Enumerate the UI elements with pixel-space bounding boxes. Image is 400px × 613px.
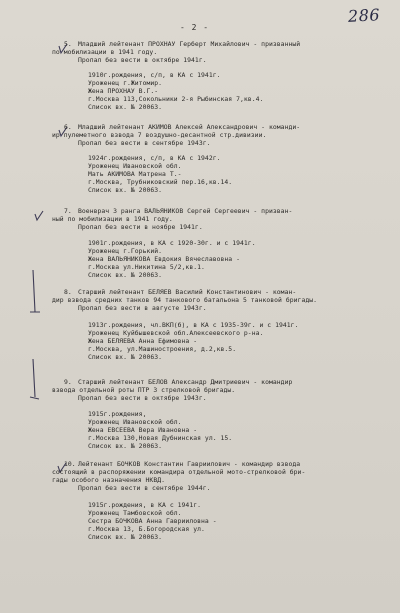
entry-line: Младший лейтенант АКИМОВ Алексей Александрович - команди-: [78, 123, 301, 131]
entry-detail: 1910г.рождения, с/п, в КА с 1941г.: [88, 71, 221, 79]
entry-line: состоящий в распоряжении командира отдельной мото-стрелковой бри-: [52, 468, 306, 476]
entry-detail: Жена ВАЛЬЯНИКОВА Евдокия Вячеславовна -: [88, 255, 241, 263]
entry-detail: Жена ЕВСЕЕВА Вера Ивановна -: [88, 426, 198, 434]
entry-line: Пропал без вести в ноябре 1941г.: [78, 223, 203, 231]
entry-line: гады особого назначения НКВД.: [52, 476, 166, 484]
entry-detail: Уроженец Тамбовской обл.: [88, 509, 182, 517]
entry-detail: г.Москва 113,Сокольники 2-я Рыбинская 7,кв.4.: [88, 95, 264, 103]
entry-detail: г.Москва 13, Б.Богородская ул.: [88, 525, 205, 533]
entry-line: Пропал без вести в сентябре 1943г.: [78, 139, 211, 147]
archive-number: 286: [347, 5, 381, 26]
entry-line: Пропал без вести в октябре 1943г.: [78, 394, 207, 402]
entry-detail: г.Москва, ул.Машиностроения, д.2,кв.5.: [88, 345, 237, 353]
entry-line: Пропал без вести в октябре 1941г.: [78, 56, 207, 64]
entry-detail: Уроженец г.Горький.: [88, 247, 163, 255]
entry-detail: г.Москва, Трубниковский пер.16,кв.14.: [88, 178, 233, 186]
entry-detail: 1915г.рождения,: [88, 410, 147, 418]
entry-line: ный по мобилизации в 1941 году.: [52, 215, 173, 223]
entry-detail: Жена БЕЛЯЕВА Анна Ефимовна -: [88, 337, 198, 345]
entry-detail: Список вх. № 20063.: [88, 442, 163, 450]
entry-detail: Уроженец г.Житомир.: [88, 79, 163, 87]
entry-detail: Сестра БОЧКОВА Анна Гаврииловна -: [88, 517, 217, 525]
entry-line: Военврач 3 ранга ВАЛЬЯНИКОВ Сергей Сергеевич - призван-: [78, 207, 293, 215]
entry-number: 6.: [64, 123, 72, 131]
entry-detail: Уроженец Ивановской обл.: [88, 162, 182, 170]
entry-detail: Список вх. № 20063.: [88, 533, 163, 541]
entry-detail: Мать АКИМОВА Матрена Т.-: [88, 170, 182, 178]
entry-line: Старший лейтенант БЕЛОВ Александр Дмитриевич - командир: [78, 378, 293, 386]
entry-detail: Список вх. № 20063.: [88, 186, 163, 194]
entry-detail: 1915г.рождения, в КА с 1941г.: [88, 501, 202, 509]
page-number: - 2 -: [180, 23, 210, 32]
handwritten-tick-icon: [34, 207, 44, 219]
entry-detail: Уроженец Куйбышевской обл.Алексеевского р-на.: [88, 329, 264, 337]
entry-line: по мобилизации в 1941 году.: [52, 48, 158, 56]
entry-detail: Список вх. № 20063.: [88, 353, 163, 361]
entry-detail: Жена ПРОХНАУ В.Г.-: [88, 87, 159, 95]
entry-line: Старший лейтенант БЕЛЯЕВ Василий Константинович - коман-: [78, 288, 297, 296]
entry-detail: 1924г.рождения, с/п, в КА с 1942г.: [88, 154, 221, 162]
entry-line: Младший лейтенант ПРОХНАУ Герберт Михайлович - призванный: [78, 40, 301, 48]
entry-line: взвода отдельной роты ПТР 3 стрелковой бригады.: [52, 386, 236, 394]
entry-detail: г.Москва ул.Никитина 5/2,кв.1.: [88, 263, 205, 271]
entry-detail: 1913г.рождения, чл.ВКП(б), в КА с 1935-39г. и с 1941г.: [88, 321, 299, 329]
entry-number: 10.: [64, 460, 76, 468]
entry-number: 7.: [64, 207, 72, 215]
entry-detail: Список вх. № 20063.: [88, 271, 163, 279]
entry-line: Лейтенант БОЧКОВ Константин Гавриилович - командир взвода: [78, 460, 301, 468]
entry-detail: Список вх. № 20063.: [88, 103, 163, 111]
entry-number: 8.: [64, 288, 72, 296]
entry-detail: 1901г.рождения, в КА с 1920-30г. и с 1941г.: [88, 239, 256, 247]
entry-number: 5.: [64, 40, 72, 48]
entry-line: дир взвода средних танков 94 танкового батальона 5 танковой бригады.: [52, 296, 318, 304]
handwritten-margin-mark-icon: [28, 357, 42, 405]
entry-line: Пропал без вести в сентябре 1944г.: [78, 484, 211, 492]
entry-detail: Уроженец Ивановской обл.: [88, 418, 182, 426]
handwritten-margin-mark-icon: [28, 268, 42, 316]
entry-line: Пропал без вести в августе 1943г.: [78, 304, 207, 312]
entry-detail: г.Москва 130,Новая Дубнинская ул. 15.: [88, 434, 233, 442]
entry-line: ир пулеметного взвода 7 воздушно-десантной стр.дивизии.: [52, 131, 267, 139]
entry-number: 9.: [64, 378, 72, 386]
